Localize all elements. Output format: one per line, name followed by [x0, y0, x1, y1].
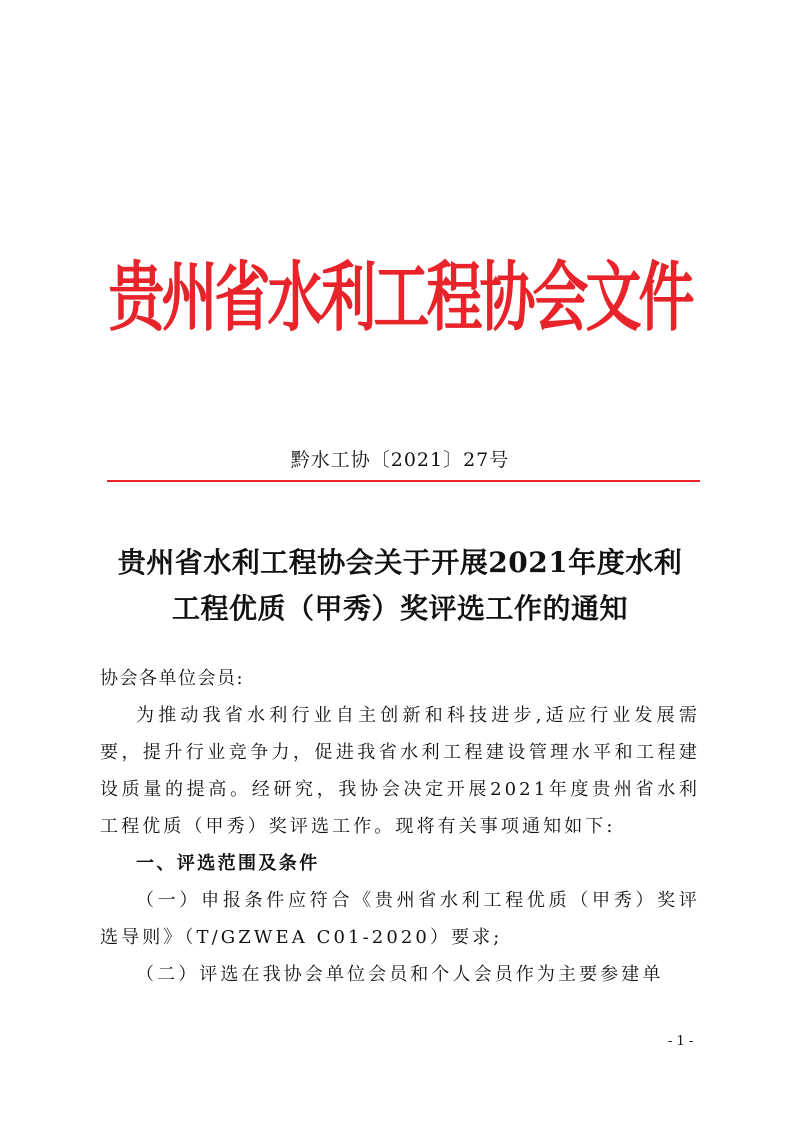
document-number: 黔水工协〔2021〕27号 — [290, 449, 510, 471]
masthead-title: 贵州省水利工程协会文件 — [108, 253, 692, 343]
salutation: 协会各单位会员: — [100, 668, 245, 689]
notice-body — [100, 660, 700, 993]
notice-title-line-2: 工程优质（甲秀）奖评选工作的通知 — [171, 592, 628, 625]
red-divider-rule — [107, 480, 700, 482]
notice-title — [100, 540, 700, 632]
item-1-paragraph: （一）申报条件应符合《贵州省水利工程优质（甲秀）奖评选导则》（T/GZWEA C01-2020）要求; — [100, 890, 700, 948]
page-number: - 1 - — [668, 1034, 694, 1049]
masthead — [100, 248, 700, 348]
item-2-paragraph: （二）评选在我协会单位会员和个人会员作为主要参建单 — [136, 964, 664, 985]
section-heading-scope: 一、评选范围及条件 — [136, 853, 320, 874]
notice-title-line-1: 贵州省水利工程协会关于开展2021年度水利 — [117, 546, 683, 579]
intro-paragraph: 为推动我省水利行业自主创新和科技进步,适应行业发展需要，提升行业竞争力，促进我省水利工程建设管理水平和工程建设质量的提高。经研究，我协会决定开展2021年度贵州省水利工程优质（甲秀）奖评选工作。现将有关事项通知如下: — [100, 705, 700, 837]
